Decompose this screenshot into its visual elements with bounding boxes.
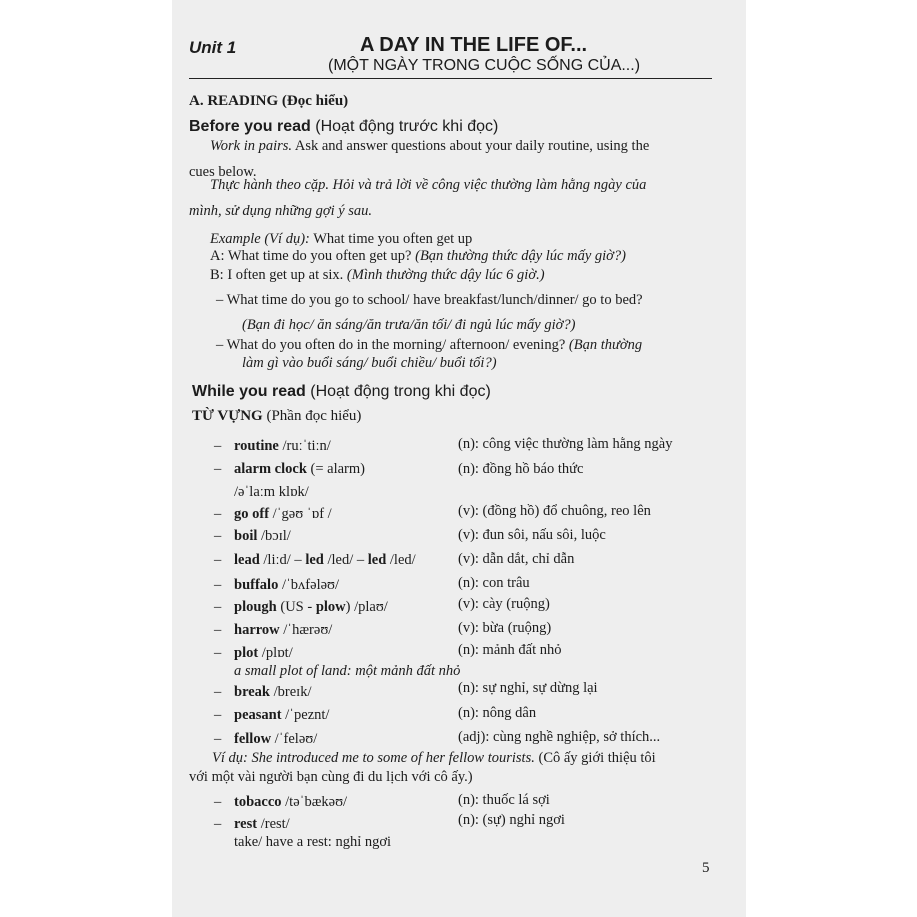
item-dash: – <box>214 528 222 544</box>
fellow-example-translation: (Cô ấy giới thiệu tôi <box>538 750 656 766</box>
heading-en: While you read <box>192 383 306 400</box>
item-ipa-2: /led/ – <box>327 552 365 568</box>
item-ipa: /bɔɪl/ <box>261 528 291 544</box>
cue-1-vi: (Bạn đi học/ ăn sáng/ăn trưa/ăn tối/ đi ngủ lúc mấy giờ?) <box>242 317 576 333</box>
item-definition: (v): bừa (ruộng) <box>458 620 552 636</box>
item-dash: – <box>214 645 222 661</box>
item-term <box>234 794 347 811</box>
item-dash: – <box>214 506 222 522</box>
instruction-en-line2: cues below. <box>189 164 257 180</box>
item-definition: (adj): cùng nghề nghiệp, sở thích... <box>458 729 661 745</box>
title-divider <box>189 78 712 79</box>
item-definition: (n): mảnh đất nhỏ <box>458 642 562 658</box>
item-definition: (n): (sự) nghỉ ngơi <box>458 812 565 828</box>
cue-1-en: What time do you go to school/ have breakfast/lunch/dinner/ go to bed? <box>226 292 643 308</box>
item-ipa: /təˈbækəʊ/ <box>285 794 348 810</box>
item-word-2: plow <box>315 599 346 615</box>
heading-vi: (Hoạt động trong khi đọc) <box>310 383 491 400</box>
item-term <box>234 816 290 833</box>
example-b-vi: (Mình thường thức dậy lúc 6 giờ.) <box>346 267 545 283</box>
item-ipa: /ˈpeznt/ <box>285 707 330 723</box>
fellow-example-italic: Ví dụ: She introduced me to some of her fellow tourists. <box>212 750 535 766</box>
item-ipa: (US - <box>280 599 313 615</box>
item-ipa: /rest/ <box>260 816 290 832</box>
item-word: rest <box>234 816 258 832</box>
item-term <box>234 684 311 701</box>
item-ipa: /ˈhærəʊ/ <box>283 622 333 638</box>
section-a-heading: A. READING (Đọc hiểu) <box>189 93 349 109</box>
example-question: What time you often get up <box>313 231 473 247</box>
item-definition: (v): cày (ruộng) <box>458 596 550 612</box>
item-word: go off <box>234 506 270 522</box>
example-a-en: A: What time do you often get up? <box>210 248 412 264</box>
item-dash: – <box>214 731 222 747</box>
item-ipa: /ruːˈtiːn/ <box>282 438 331 454</box>
item-ipa: (= alarm) <box>310 461 365 477</box>
item-definition: (n): đồng hồ báo thức <box>458 461 584 477</box>
unit-label: Unit 1 <box>189 38 237 57</box>
instruction-italic: Work in pairs. <box>210 138 293 154</box>
heading-en: Before you read <box>189 118 311 135</box>
example-a-vi: (Bạn thường thức dậy lúc mấy giờ?) <box>415 248 626 264</box>
item-term <box>234 438 331 455</box>
item-term <box>234 506 332 523</box>
cue-2-en: What do you often do in the morning/ afternoon/ evening? <box>226 337 566 353</box>
item-word: tobacco <box>234 794 282 810</box>
item-word: harrow <box>234 622 280 638</box>
item-dash: – <box>214 577 222 593</box>
item-definition: (n): nông dân <box>458 705 537 721</box>
item-definition: (n): thuốc lá sợi <box>458 792 550 808</box>
page-number: 5 <box>702 860 710 876</box>
vocab-heading-vi: (Phần đọc hiểu) <box>266 408 362 424</box>
book-page <box>172 0 746 917</box>
while-you-read-heading <box>192 383 491 401</box>
vocab-heading <box>192 408 361 425</box>
item-word: break <box>234 684 270 700</box>
item-ipa: /ˈgəʊ ˈɒf / <box>272 506 332 522</box>
item-term <box>234 622 332 639</box>
example-label: Example (Ví dụ): <box>210 231 310 247</box>
item-dash: – <box>214 599 222 615</box>
page-subtitle: (MỘT NGÀY TRONG CUỘC SỐNG CỦA...) <box>328 57 641 74</box>
vocab-heading-title: TỪ VỰNG <box>192 408 263 424</box>
cue-dash: – <box>216 292 224 308</box>
instruction-vi-line2: mình, sử dụng những gợi ý sau. <box>189 203 373 219</box>
example-line <box>210 231 472 248</box>
example-b <box>210 267 545 284</box>
item-definition: (n): sự nghỉ, sự dừng lại <box>458 680 598 696</box>
item-word-2: led <box>305 552 324 568</box>
instruction-vi-line1: Thực hành theo cặp. Hỏi và trả lời về công việc thường làm hằng ngày của <box>210 177 647 193</box>
item-dash: – <box>214 438 222 454</box>
cue-2 <box>216 337 642 354</box>
item-ipa: /ˈbʌfələʊ/ <box>281 577 340 593</box>
item-word: plough <box>234 599 277 615</box>
cue-dash: – <box>216 337 224 353</box>
item-definition: (v): đun sôi, nấu sôi, luộc <box>458 527 606 543</box>
item-ipa-3: /led/ <box>389 552 416 568</box>
item-word: alarm clock <box>234 461 307 477</box>
cue-2-vi-b: làm gì vào buổi sáng/ buổi chiều/ buổi tối?) <box>242 355 497 371</box>
item-word: fellow <box>234 731 272 747</box>
item-word: plot <box>234 645 259 661</box>
item-ipa-continued: /əˈlaːm klɒk/ <box>234 484 309 500</box>
before-you-read-heading <box>189 118 498 136</box>
cue-1 <box>216 292 643 309</box>
example-a <box>210 248 626 265</box>
item-term <box>234 707 329 724</box>
item-word: peasant <box>234 707 282 723</box>
cue-2-vi-a: (Bạn thường <box>568 337 643 353</box>
item-dash: – <box>214 552 222 568</box>
item-note: a small plot of land: một mảnh đất nhỏ <box>234 663 461 679</box>
fellow-example-line2: với một vài người bạn cùng đi du lịch với cô ấy.) <box>189 769 473 785</box>
item-dash: – <box>214 622 222 638</box>
example-b-en: B: I often get up at six. <box>210 267 344 283</box>
item-word: lead <box>234 552 260 568</box>
fellow-example-line1 <box>212 750 656 767</box>
item-dash: – <box>214 816 222 832</box>
item-word: buffalo <box>234 577 279 593</box>
item-term <box>234 731 317 748</box>
heading-vi: (Hoạt động trước khi đọc) <box>315 118 499 135</box>
item-term <box>234 577 339 594</box>
item-term <box>234 461 365 478</box>
item-definition: (v): dẫn dắt, chỉ dẫn <box>458 551 575 567</box>
item-dash: – <box>214 461 222 477</box>
item-ipa: /plɒt/ <box>261 645 293 661</box>
item-definition: (n): con trâu <box>458 575 530 591</box>
item-word: boil <box>234 528 258 544</box>
item-note: take/ have a rest: nghỉ ngơi <box>234 834 392 850</box>
item-dash: – <box>214 707 222 723</box>
item-ipa-2: ) /plaʊ/ <box>345 599 388 615</box>
item-word: routine <box>234 438 279 454</box>
item-term <box>234 552 416 569</box>
item-definition: (n): công việc thường làm hằng ngày <box>458 436 673 452</box>
item-word-3: led <box>367 552 387 568</box>
item-definition: (v): (đồng hồ) đổ chuông, reo lên <box>458 503 651 519</box>
page-title: A DAY IN THE LIFE OF... <box>360 34 588 56</box>
item-ipa: /breɪk/ <box>273 684 312 700</box>
instruction-text: Ask and answer questions about your daily routine, using the <box>294 138 650 154</box>
item-term <box>234 599 388 616</box>
item-dash: – <box>214 684 222 700</box>
item-dash: – <box>214 794 222 810</box>
item-term <box>234 645 293 662</box>
item-term <box>234 528 291 545</box>
instruction-en-line1 <box>210 138 649 155</box>
item-ipa: /liːd/ – <box>263 552 302 568</box>
item-ipa: /ˈfeləʊ/ <box>274 731 318 747</box>
